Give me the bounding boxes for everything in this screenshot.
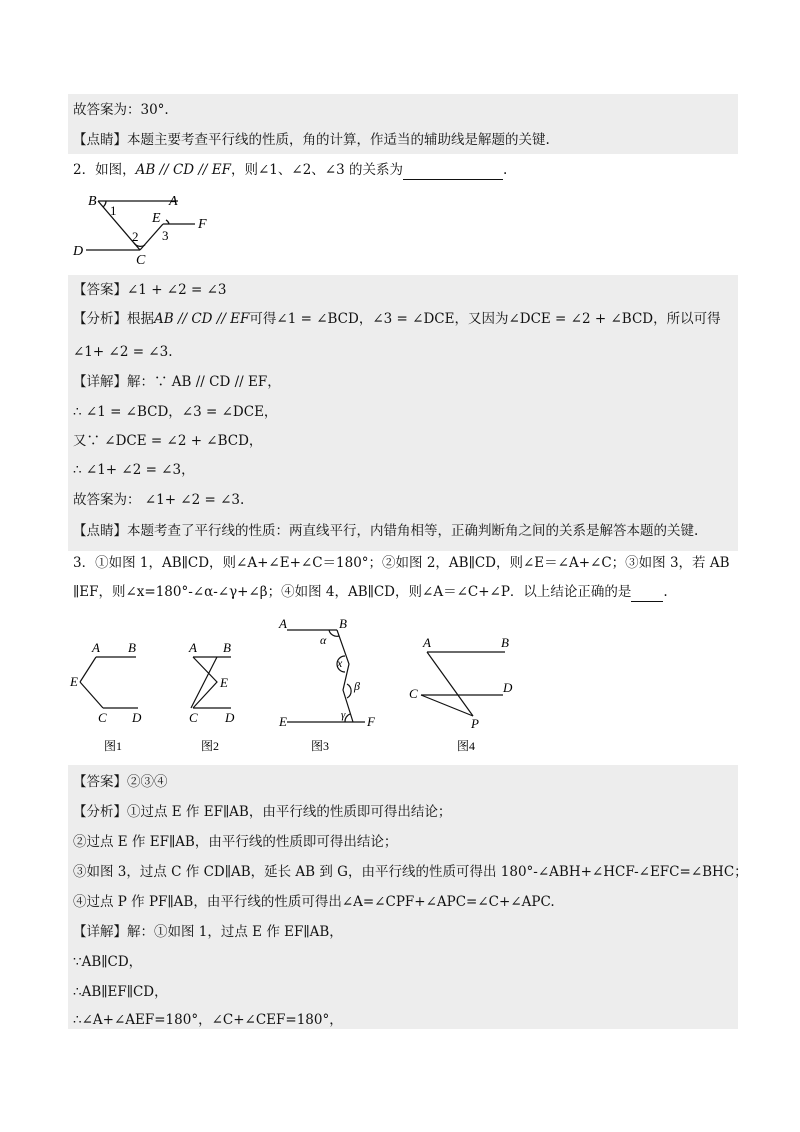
q2-detail-1-text: 解：∵ AB // CD // EF， bbox=[127, 374, 281, 390]
q2-figure bbox=[70, 188, 230, 268]
fig3-arc-gamma bbox=[345, 714, 350, 722]
q3-stem-line2-a: ∥EF，则∠x=180°-∠α-∠γ+∠β；④如图 4，AB∥CD，则∠A＝∠C+∠P．以上结论正确的是 bbox=[73, 584, 632, 600]
q2-analysis-b: AB // CD // EF bbox=[154, 311, 250, 327]
q3-detail-4: ∴∠A+∠AEF=180°，∠C+∠CEF=180°， bbox=[73, 1012, 343, 1028]
q2-angle-1: 1 bbox=[110, 203, 117, 218]
fig1-label-C: C bbox=[98, 710, 107, 725]
fig1-label-E: E bbox=[70, 674, 78, 689]
q2-stem-mid: ，则∠1、∠2、∠3 的关系为 bbox=[231, 162, 403, 178]
q2-label-F: F bbox=[198, 217, 207, 232]
q3-analysis-1: 【分析】①过点 E 作 EF∥AB，由平行线的性质即可得出结论； bbox=[73, 804, 452, 820]
q2-stem-expr: AB // CD // EF bbox=[135, 162, 231, 178]
fig3-label-beta: β bbox=[354, 679, 360, 693]
q3-answer-blank[interactable] bbox=[631, 587, 663, 602]
fig3-label-gamma: γ bbox=[341, 709, 346, 721]
fig4-caption: 图4 bbox=[457, 739, 476, 753]
q2-detail-tag: 【详解】 bbox=[73, 374, 127, 390]
q2-label-C: C bbox=[136, 253, 146, 268]
fig3-arc-beta bbox=[347, 684, 351, 698]
q3-figure-2 bbox=[185, 630, 265, 760]
q2-detail-1 bbox=[73, 372, 281, 392]
q2-stem-pre: 2．如图， bbox=[73, 162, 136, 178]
q3-answer-line: 【答案】②③④ bbox=[73, 774, 168, 790]
fig3-label-A: A bbox=[279, 616, 287, 631]
fig2-caption: 图2 bbox=[201, 739, 220, 753]
q3-analysis-2: ②过点 E 作 EF∥AB，由平行线的性质即可得出结论； bbox=[73, 834, 398, 850]
q2-analysis-line1 bbox=[73, 309, 721, 329]
prev-answer-line: 故答案为：30°. bbox=[73, 102, 169, 118]
fig3-label-x: x bbox=[337, 656, 343, 670]
fig2-line-BE bbox=[191, 657, 217, 708]
fig2-label-A: A bbox=[189, 640, 197, 655]
fig2-label-D: D bbox=[225, 710, 235, 725]
q2-detail-3: 又∵ ∠DCE = ∠2 + ∠BCD， bbox=[73, 433, 263, 449]
q2-arc-1 bbox=[103, 201, 106, 207]
q3-stem-line2-b: . bbox=[663, 584, 668, 600]
fig1-label-B: B bbox=[128, 640, 136, 655]
q2-answer-blank[interactable] bbox=[403, 165, 503, 180]
q3-figure-4 bbox=[405, 625, 525, 760]
fig4-label-C: C bbox=[409, 686, 418, 701]
q2-angle-3: 3 bbox=[162, 228, 169, 243]
fig4-label-B: B bbox=[501, 635, 509, 650]
fig1-line-EC bbox=[80, 682, 103, 708]
q3-figure-1 bbox=[70, 630, 160, 760]
q2-label-B: B bbox=[88, 194, 97, 209]
q3-analysis-4: ④过点 P 作 PF∥AB，由平行线的性质可得出∠A=∠CPF+∠APC=∠C+∠APC. bbox=[73, 894, 555, 910]
q2-analysis-a: 根据 bbox=[127, 311, 154, 327]
fig2-label-E: E bbox=[220, 675, 228, 690]
q3-detail-1: 【详解】解：①如图 1，过点 E 作 EF∥AB， bbox=[73, 924, 343, 940]
fig3-label-alpha: α bbox=[320, 633, 327, 647]
q3-stem-line2 bbox=[73, 582, 668, 602]
q3-detail-2: ∵AB∥CD， bbox=[73, 954, 143, 970]
fig4-label-P: P bbox=[471, 716, 479, 731]
fig3-label-F: F bbox=[367, 714, 375, 729]
fig2-label-C: C bbox=[189, 710, 198, 725]
q3-stem-line1: 3．①如图 1，AB∥CD，则∠A+∠E+∠C＝180°；②如图 2，AB∥CD，则∠E＝∠A+∠C；③如图 3，若 AB bbox=[73, 555, 730, 571]
fig2-label-B: B bbox=[223, 640, 231, 655]
q2-answer-value: ∠1 + ∠2 = ∠3 bbox=[127, 282, 227, 298]
q2-label-E: E bbox=[152, 211, 161, 226]
fig4-label-A: A bbox=[423, 635, 431, 650]
q3-detail-3: ∴AB∥EF∥CD， bbox=[73, 984, 168, 1000]
fig1-line-AE bbox=[80, 657, 96, 682]
q2-angle-2: 2 bbox=[132, 229, 139, 244]
q2-answer-line bbox=[73, 280, 227, 300]
q2-analysis-tag: 【分析】 bbox=[73, 311, 127, 327]
prev-comment-line: 【点睛】本题主要考查平行线的性质，角的计算，作适当的辅助线是解题的关键. bbox=[73, 132, 550, 148]
q3-figure-3 bbox=[275, 618, 385, 758]
fig1-label-A: A bbox=[92, 640, 100, 655]
q2-label-A: A bbox=[169, 194, 178, 209]
q2-detail-4: ∴ ∠1+ ∠2 = ∠3， bbox=[73, 462, 195, 478]
fig3-caption: 图3 bbox=[311, 739, 330, 753]
q2-label-D: D bbox=[73, 244, 84, 259]
q3-analysis-3: ③如图 3，过点 C 作 CD∥AB，延长 AB 到 G，由平行线的性质可得出 180°-∠ABH+∠HCF-∠EFC=∠BHC； bbox=[73, 864, 748, 880]
q2-analysis-line2: ∠1+ ∠2 = ∠3. bbox=[73, 344, 173, 360]
fig3-label-B: B bbox=[339, 616, 347, 631]
q2-detail-5: 故答案为： ∠1+ ∠2 = ∠3. bbox=[73, 492, 245, 508]
q2-analysis-c: 可得∠1 = ∠BCD，∠3 = ∠DCE，又因为∠DCE = ∠2 + ∠BCD，所以可得 bbox=[249, 311, 721, 327]
q2-answer-tag: 【答案】 bbox=[73, 282, 127, 298]
fig1-label-D: D bbox=[132, 710, 142, 725]
fig4-label-D: D bbox=[503, 680, 513, 695]
fig1-caption: 图1 bbox=[104, 739, 123, 753]
q2-stem-end: . bbox=[503, 162, 508, 178]
q2-comment: 【点睛】本题考查了平行线的性质：两直线平行，内错角相等，正确判断角之间的关系是解答本题的关键. bbox=[73, 523, 699, 539]
q2-detail-2: ∴ ∠1 = ∠BCD，∠3 = ∠DCE， bbox=[73, 404, 278, 420]
q2-stem bbox=[73, 160, 507, 180]
fig3-label-E: E bbox=[279, 714, 287, 729]
